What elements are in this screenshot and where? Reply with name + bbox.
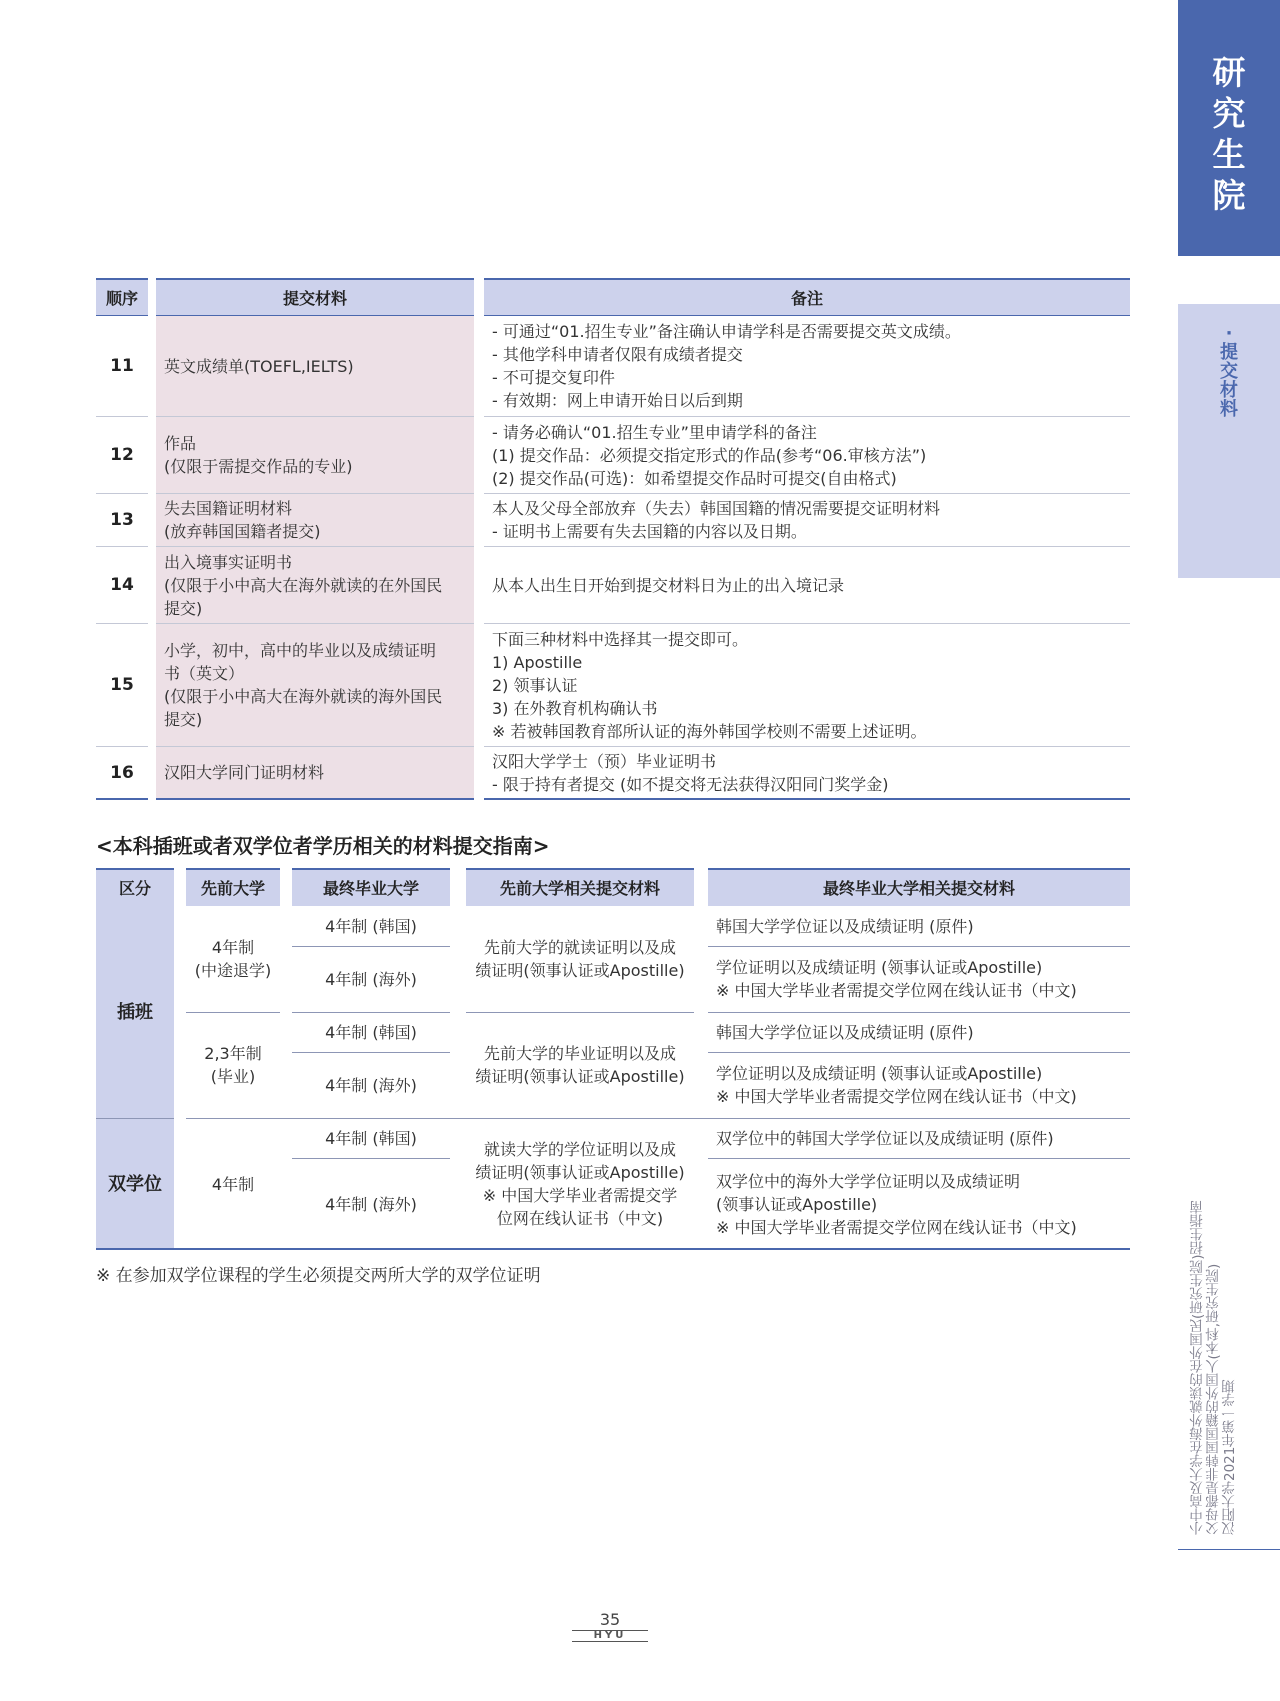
- remark-line: 下面三种材料中选择其一提交即可。: [492, 629, 749, 649]
- table-bottom-rule: [96, 1248, 1130, 1250]
- row-divider: [186, 1118, 1130, 1119]
- prior-docs: [466, 906, 694, 1012]
- material-line: (仅限于需提交作品的专业): [164, 457, 353, 476]
- docs-line: ※ 中国大学毕业者需提交学位网在线认证书（中文): [716, 1217, 1077, 1237]
- header-prior-university: 先前大学: [186, 868, 280, 906]
- prior-line: 4年制: [211, 1174, 255, 1194]
- remark-line: (2) 提交作品(可选)：如希望提交作品时可提交(自由格式): [492, 468, 897, 488]
- table-row: [96, 747, 1130, 800]
- prior-university: [186, 906, 280, 1012]
- tab-char: 究: [1212, 94, 1246, 133]
- material-line: 小学，初中，高中的毕业以及成绩证明: [164, 641, 437, 660]
- page-logo-mark: HYU: [572, 1630, 648, 1642]
- final-university-korea: 4年制 (韩国): [325, 916, 417, 936]
- material-line: 作品: [164, 434, 197, 453]
- prior-line: 4年制: [211, 938, 255, 957]
- remark-line: 汉阳大学学士（预）毕业证明书: [492, 751, 717, 771]
- section-tab-materials: [1178, 304, 1280, 578]
- prior-docs-line: 位网在线认证书（中文): [496, 1209, 664, 1228]
- final-docs-overseas: [708, 1052, 1130, 1118]
- material-line: 汉阳大学同门证明材料: [164, 763, 325, 782]
- remark-line: 本人及父母全部放弃（失去）韩国国籍的情况需要提交证明材料: [492, 499, 941, 518]
- docs-line: ※ 中国大学毕业者需提交学位网在线认证书（中文): [716, 981, 1077, 1000]
- row-number: 12: [96, 417, 148, 494]
- header-final-docs: 最终毕业大学相关提交材料: [708, 868, 1130, 906]
- row-remark: [484, 547, 1130, 624]
- remark-line: - 限于持有者提交 (如不提交将无法获得汉阳同门奖学金): [492, 774, 889, 794]
- row-material: [156, 494, 474, 547]
- prior-docs-line: ※ 中国大学毕业者需提交学: [482, 1186, 678, 1205]
- remark-line: ※ 若被韩国教育部所认证的海外韩国学校则不需要上述证明。: [492, 721, 927, 741]
- tab-char: 院: [1212, 176, 1246, 215]
- row-remark: [484, 417, 1130, 494]
- material-line: 书（英文）: [164, 664, 245, 683]
- header-category: 区分: [96, 868, 174, 906]
- transfer-double-degree-table: [96, 868, 1130, 1250]
- final-docs-korea: 双学位中的韩国大学学位证以及成绩证明 (原件): [716, 1128, 1054, 1148]
- docs-line: 学位证明以及成绩证明 (领事认证或Apostille): [716, 958, 1043, 977]
- final-docs-overseas: [708, 1158, 1130, 1250]
- row-divider: [292, 1012, 450, 1013]
- prior-university: [186, 1012, 280, 1118]
- material-line: (仅限于小中高大在海外就读的海外国民: [164, 687, 443, 706]
- remark-line: 2) 领事认证: [492, 675, 578, 695]
- row-divider: [292, 946, 450, 947]
- remark-line: - 请务必确认“01.招生专业”里申请学科的备注: [492, 422, 817, 442]
- row-number: 15: [96, 624, 148, 747]
- side-note-line: 汉阳大学2021年第一学期: [1222, 1379, 1238, 1535]
- material-line: 失去国籍证明材料: [164, 499, 293, 518]
- final-docs-overseas: [708, 946, 1130, 1012]
- row-divider: [466, 1012, 694, 1013]
- remark-line: - 其他学科申请者仅限有成绩者提交: [492, 345, 743, 364]
- footnote: ※ 在参加双学位课程的学生必须提交两所大学的双学位证明: [96, 1266, 541, 1286]
- remark-line: 3) 在外教育机构确认书: [492, 698, 658, 718]
- remark-line: - 有效期：网上申请开始日以后到期: [492, 391, 743, 410]
- prior-docs-line: 先前大学的毕业证明以及成: [483, 1044, 676, 1063]
- header-final-university: 最终毕业大学: [292, 868, 450, 906]
- row-divider: [96, 1118, 174, 1119]
- remark-line: 1) Apostille: [492, 652, 583, 672]
- row-divider: [708, 1158, 1130, 1159]
- row-remark: [484, 494, 1130, 547]
- remark-line: - 证明书上需要有失去国籍的内容以及日期。: [492, 522, 807, 541]
- prior-docs: [466, 1012, 694, 1118]
- row-number: 16: [96, 747, 148, 800]
- category-double-degree: 双学位: [96, 1118, 174, 1250]
- row-divider: [708, 946, 1130, 947]
- remark-line: - 不可提交复印件: [492, 368, 615, 387]
- docs-line: (领事认证或Apostille): [716, 1194, 878, 1214]
- tab-char: 生: [1212, 135, 1246, 174]
- material-line: (放弃韩国国籍者提交): [164, 522, 321, 541]
- final-university-korea: 4年制 (韩国): [325, 1128, 417, 1148]
- prior-docs-line: 绩证明(领事认证或Apostille): [475, 1163, 685, 1182]
- prior-docs: [466, 1118, 694, 1250]
- prior-docs-line: 先前大学的就读证明以及成: [483, 938, 676, 957]
- header-no: 顺序: [96, 278, 148, 316]
- side-running-title: [1190, 1200, 1238, 1535]
- prior-docs-line: 绩证明(领事认证或Apostille): [475, 961, 685, 980]
- section-title: <本科插班或者双学位者学历相关的材料提交指南>: [96, 834, 550, 858]
- table-row: [96, 624, 1130, 747]
- docs-line: 双学位中的海外大学学位证明以及成绩证明: [716, 1171, 1021, 1191]
- table-row: [96, 547, 1130, 624]
- table-row: [96, 316, 1130, 417]
- row-material: [156, 316, 474, 417]
- header-material: 提交材料: [156, 278, 474, 316]
- material-line: 英文成绩单(TOEFL,IELTS): [164, 356, 354, 376]
- page-number: 35: [599, 1610, 621, 1629]
- side-divider: [1178, 1549, 1280, 1550]
- row-material: [156, 417, 474, 494]
- row-material: [156, 624, 474, 747]
- material-line: 提交): [164, 598, 203, 618]
- remark-line: - 可通过“01.招生专业”备注确认申请学科是否需要提交英文成绩。: [492, 322, 961, 341]
- tab-char: 提: [1220, 342, 1238, 363]
- final-docs-korea: 韩国大学学位证以及成绩证明 (原件): [716, 916, 974, 936]
- material-line: 提交): [164, 710, 203, 729]
- row-material: [156, 747, 474, 800]
- row-divider: [186, 1012, 280, 1013]
- material-line: 出入境事实证明书: [164, 552, 293, 572]
- tab-char: 交: [1220, 361, 1238, 382]
- prior-line: (毕业): [210, 1067, 256, 1086]
- table-row: [96, 494, 1130, 547]
- prior-line: 2,3年制: [204, 1044, 262, 1063]
- final-docs-korea: 韩国大学学位证以及成绩证明 (原件): [716, 1022, 974, 1042]
- tab-char: ·: [1225, 323, 1233, 344]
- docs-line: 学位证明以及成绩证明 (领事认证或Apostille): [716, 1064, 1043, 1083]
- row-remark: [484, 316, 1130, 417]
- tab-char: 材: [1220, 380, 1238, 401]
- tab-char: 料: [1220, 399, 1238, 420]
- side-note-line: 小中高及大学在海外就读的在外国民(研究生院)招生指南: [1190, 1200, 1206, 1535]
- row-divider: [708, 1052, 1130, 1053]
- final-university-overseas: 4年制 (海外): [325, 969, 417, 989]
- row-divider: [292, 1158, 450, 1159]
- side-note-line: 父母都是非韩国国籍的外国人(本科,研究生院): [1206, 1263, 1222, 1535]
- prior-docs-line: 绩证明(领事认证或Apostille): [475, 1067, 685, 1086]
- final-university-korea: 4年制 (韩国): [325, 1022, 417, 1042]
- tab-char: 研: [1212, 53, 1246, 92]
- docs-line: ※ 中国大学毕业者需提交学位网在线认证书（中文): [716, 1087, 1077, 1106]
- row-divider: [708, 1012, 1130, 1013]
- row-number: 14: [96, 547, 148, 624]
- final-university-overseas: 4年制 (海外): [325, 1194, 417, 1214]
- row-material: [156, 547, 474, 624]
- row-remark: [484, 624, 1130, 747]
- prior-line: (中途退学): [194, 961, 272, 980]
- remark-line: 从本人出生日开始到提交材料日为止的出入境记录: [492, 575, 845, 595]
- prior-docs-line: 就读大学的学位证明以及成: [483, 1140, 676, 1159]
- row-number: 13: [96, 494, 148, 547]
- row-divider: [292, 1052, 450, 1053]
- category-transfer: 插班: [96, 906, 174, 1118]
- row-remark: [484, 747, 1130, 800]
- final-university-overseas: 4年制 (海外): [325, 1075, 417, 1095]
- material-line: (仅限于小中高大在海外就读的在外国民: [164, 575, 443, 595]
- materials-table: [96, 278, 1130, 800]
- header-prior-docs: 先前大学相关提交材料: [466, 868, 694, 906]
- remark-line: (1) 提交作品：必须提交指定形式的作品(参考“06.审核方法”): [492, 445, 927, 465]
- header-remark: 备注: [484, 278, 1130, 316]
- prior-university: [186, 1118, 280, 1250]
- section-tab-graduate-school: [1178, 0, 1280, 256]
- row-number: 11: [96, 316, 148, 417]
- table-row: [96, 417, 1130, 494]
